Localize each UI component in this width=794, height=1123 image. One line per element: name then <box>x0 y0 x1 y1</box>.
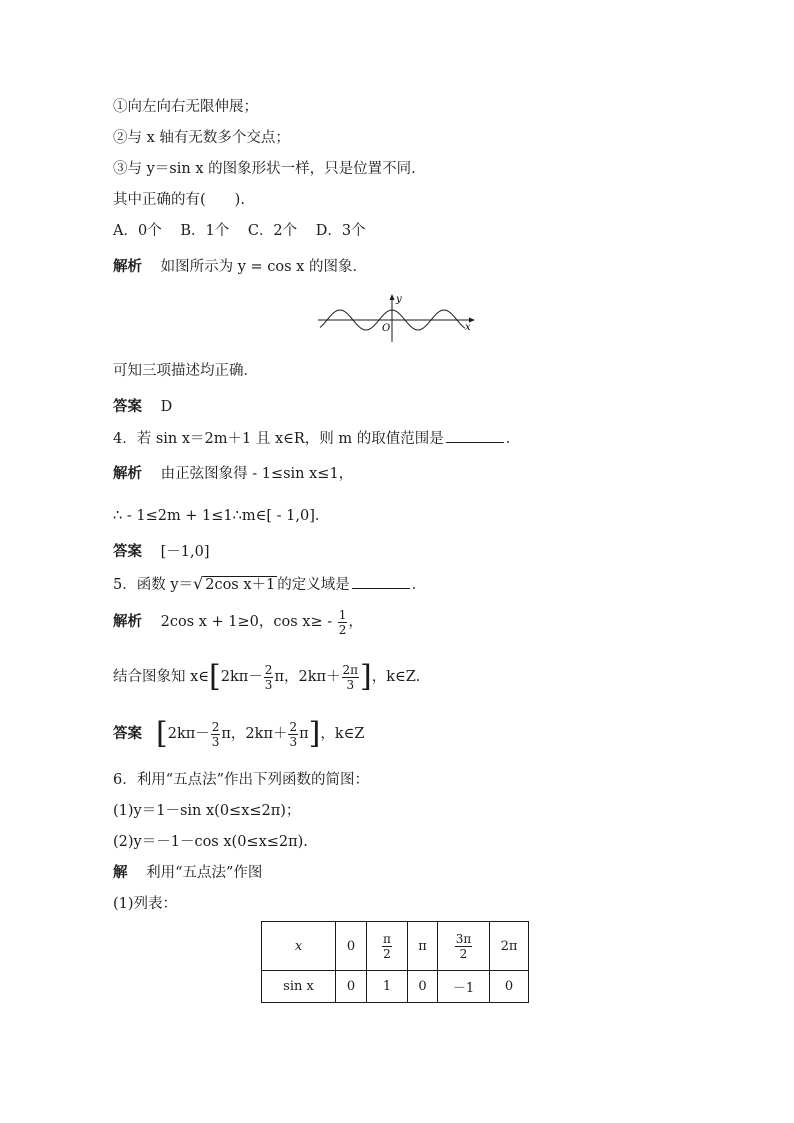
fraction-two-thirds <box>264 663 274 692</box>
interval-left: 2kπ－ <box>220 669 263 685</box>
frac-num: 2 <box>289 719 298 734</box>
table-cell: 1 <box>367 971 408 1003</box>
combine-text: 结合图象知 x∈ <box>113 669 210 685</box>
q4-question-text: 4．若 sin x＝2m＋1 且 x∈R，则 m 的取值范围是 <box>113 431 444 447</box>
table-cell: 0 <box>336 922 367 971</box>
five-point-table <box>261 921 529 1003</box>
table-cell: 0 <box>336 971 367 1003</box>
frac-num: 2 <box>211 719 220 734</box>
fraction-two-thirds <box>211 720 221 749</box>
q4-answer <box>113 542 209 562</box>
q3-answer <box>113 397 172 417</box>
q5-answer: 答案 [2kπ－ $\frac{2}{3}$ π，2kπ＋ $\frac{2}{3}$ π]，k∈Z <box>113 716 365 751</box>
analysis-label: 解析 <box>113 465 142 482</box>
pi-symbol: π <box>299 726 309 742</box>
frac-den: 3 <box>346 677 355 692</box>
option-a: A．0个 <box>113 223 162 239</box>
list-label: (1)列表： <box>113 896 178 912</box>
analysis-label: 解析 <box>113 258 142 275</box>
q4-question-end: ． <box>505 431 521 447</box>
y-axis-label: y <box>396 294 402 305</box>
frac-num: π <box>383 931 391 946</box>
frac-num: 2π <box>342 662 359 677</box>
answer-label: 答案 <box>113 398 142 415</box>
q5-question-text: 5．函数 y＝ <box>113 577 194 593</box>
table-cell: 2π <box>490 922 529 971</box>
table-head-x: x <box>262 922 336 971</box>
sqrt-expression: 2cos x＋1 <box>205 577 276 593</box>
cosine-graph <box>315 289 480 345</box>
origin-label: O <box>382 323 391 334</box>
fraction-two-pi-thirds <box>342 663 360 692</box>
frac-den: 3 <box>289 734 298 749</box>
answer-label: 答案 <box>113 725 142 742</box>
q4-step: ∴ - 1≤2m + 1≤1∴m∈[ - 1,0]． <box>113 508 330 524</box>
options-row <box>113 221 366 241</box>
frac-den: 3 <box>211 734 220 749</box>
q6-sub-1: (1)y＝1－sin x(0≤x≤2π)； <box>113 803 301 819</box>
q3-analysis <box>113 257 367 277</box>
answer-value: [－1,0] <box>160 544 210 560</box>
q5-question: 5．函数 y＝√ 2cos x＋1 的定义域是 ． <box>113 574 427 593</box>
frac-den: 2 <box>338 622 347 637</box>
q5-combine: 结合图象知 x∈[2kπ－ $\frac{2}{3}$ π，2kπ＋ $\frac{2\pi}{3}$ ]，k∈Z. <box>113 659 421 694</box>
option-c: C．2个 <box>247 223 298 239</box>
answer-blank <box>446 428 504 443</box>
analysis-end: ， <box>348 614 363 630</box>
answer-end: ，k∈Z <box>320 726 365 742</box>
q4-analysis <box>113 464 353 484</box>
q5-question-end: ． <box>411 577 427 593</box>
answer-blank <box>352 574 410 589</box>
combine-end: ，k∈Z. <box>371 669 421 685</box>
q6-question: 6．利用“五点法”作出下列函数的简图： <box>113 772 370 788</box>
q5-analysis <box>113 606 363 638</box>
frac-num: 1 <box>338 607 347 622</box>
fraction-half <box>338 608 348 637</box>
q3-conclusion: 可知三项描述均正确． <box>113 363 258 379</box>
option-b: B．1个 <box>180 223 230 239</box>
q4-question <box>113 428 520 449</box>
table-cell: 0 <box>490 971 529 1003</box>
frac-num: 2 <box>264 662 273 677</box>
q6-solution <box>113 863 262 883</box>
analysis-label: 解析 <box>113 613 142 630</box>
statement-3: ③与 y＝sin x 的图象形状一样，只是位置不同. <box>113 161 416 177</box>
frac-den: 3 <box>264 677 273 692</box>
frac-den: 2 <box>459 946 468 961</box>
frac-num: 3π <box>455 931 472 946</box>
fraction-two-thirds-b <box>288 720 298 749</box>
x-axis-label: x <box>465 322 471 333</box>
analysis-text: 如图所示为 y = cos x 的图象． <box>160 259 367 275</box>
solution-text: 利用“五点法”作图 <box>146 865 263 881</box>
question-prompt: 其中正确的有( ). <box>113 192 245 208</box>
y-axis-arrow <box>390 294 395 300</box>
frac-den: 2 <box>383 946 391 961</box>
option-d: D．3个 <box>315 223 366 239</box>
interval-mid: π，2kπ＋ <box>221 726 288 742</box>
answer-label: 答案 <box>113 543 142 560</box>
answer-value: D <box>160 399 173 415</box>
table-head-sin: sin x <box>262 971 336 1003</box>
q6-sub-2: (2)y＝－1－cos x(0≤x≤2π). <box>113 834 308 850</box>
statement-1: ①向左向右无限伸展； <box>113 99 258 115</box>
table-cell: π <box>408 922 438 971</box>
table-cell <box>367 922 408 971</box>
interval-mid: π，2kπ＋ <box>274 669 341 685</box>
table-cell: －1 <box>438 971 490 1003</box>
table-cell: 0 <box>408 971 438 1003</box>
analysis-text: 由正弦图象得 - 1≤sin x≤1， <box>160 466 354 482</box>
interval-left: 2kπ－ <box>167 726 210 742</box>
q5-question-mid: 的定义域是 <box>277 577 350 593</box>
table-cell <box>438 922 490 971</box>
statement-2: ②与 x 轴有无数多个交点； <box>113 130 290 146</box>
solution-label: 解 <box>113 864 128 881</box>
analysis-text: 2cos x + 1≥0，cos x≥ - <box>160 614 333 630</box>
